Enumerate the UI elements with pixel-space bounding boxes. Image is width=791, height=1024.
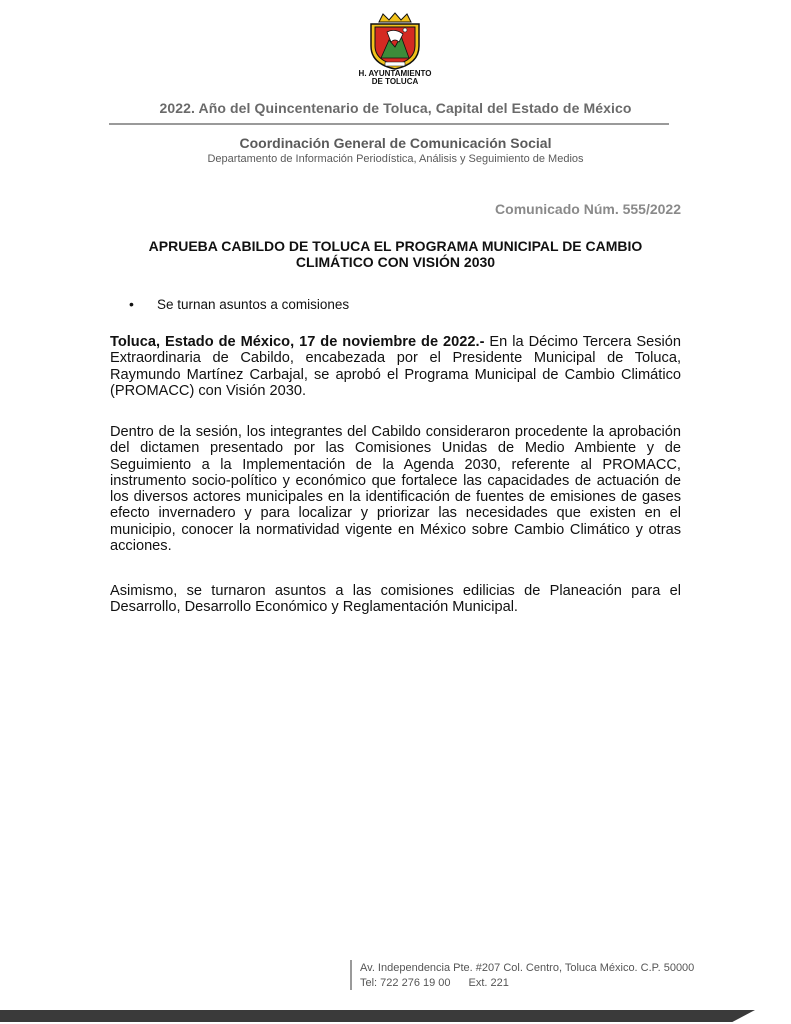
footer-bar [0, 1010, 791, 1024]
footer-ext: Ext. 221 [468, 977, 509, 989]
headline [110, 238, 681, 270]
headline-line: CLIMÁTICO CON VISIÓN 2030 [295, 254, 496, 270]
coat-of-arms-icon [365, 12, 425, 70]
headline-line: APRUEBA CABILDO DE TOLUCA EL PROGRAMA MUNICIPAL DE CAMBIO [148, 238, 643, 254]
logo-caption-line: DE TOLUCA [371, 77, 419, 86]
footer-bar-fill [0, 1010, 755, 1022]
header-divider [109, 123, 669, 125]
footer-address: Av. Independencia Pte. #207 Col. Centro, Toluca México. C.P. 50000 [360, 962, 695, 974]
list-item: • Se turnan asuntos a comisiones [129, 297, 349, 312]
paragraph-lead [110, 334, 681, 399]
bullet-list [129, 297, 349, 312]
logo-caption [340, 70, 450, 86]
year-title: 2022. Año del Quincentenario de Toluca, Capital del Estado de México [159, 100, 632, 116]
paragraph-text: En la Décimo Tercera Sesión Extraordinaria de Cabildo, encabezada por el Presidente Municipal de Toluca, Raymundo Martínez Carbajal, se aprobó el Programa Municipal de Cambio Climático (PROMACC) con Visión 2030. [110, 334, 681, 399]
footer-tel: Tel: 722 276 19 00 [360, 977, 451, 989]
paragraph-body: Dentro de la sesión, los integrantes del Cabildo consideraron procedente la aprobación del dictamen presentado por las Comisiones Unidas de Medio Ambiente y de Seguimiento a la Implementación de la Agenda 2030, referente al PROMACC, instrumento socio-político y económico que fortalece las capacidades de actuación de los diversos actores municipales en la identificación de fuentes de emisiones de gases efecto invernadero y para localizar y priorizar las necesidades que existen en el municipio, conocer la normatividad vigente en México sobre Cambio Climático y otras acciones. [110, 424, 681, 555]
dateline: Toluca, Estado de México, 17 de noviembre de 2022.- [110, 334, 485, 350]
logo-caption-line: H. AYUNTAMIENTO [358, 69, 432, 78]
paragraph-closing: Asimismo, se turnaron asuntos a las comisiones edilicias de Planeación para el Desarrollo, Desarrollo Económico y Reglamentación Municipal. [110, 583, 681, 616]
toluca-coat-of-arms-logo [361, 12, 429, 70]
footer-divider [350, 960, 352, 990]
department-subtitle: Departamento de Información Periodística, Análisis y Seguimiento de Medios [207, 153, 584, 165]
coordination-title: Coordinación General de Comunicación Social [239, 135, 552, 151]
footer-contact [360, 961, 694, 991]
footer-phone-line [360, 976, 694, 991]
communique-number: Comunicado Núm. 555/2022 [495, 201, 681, 217]
